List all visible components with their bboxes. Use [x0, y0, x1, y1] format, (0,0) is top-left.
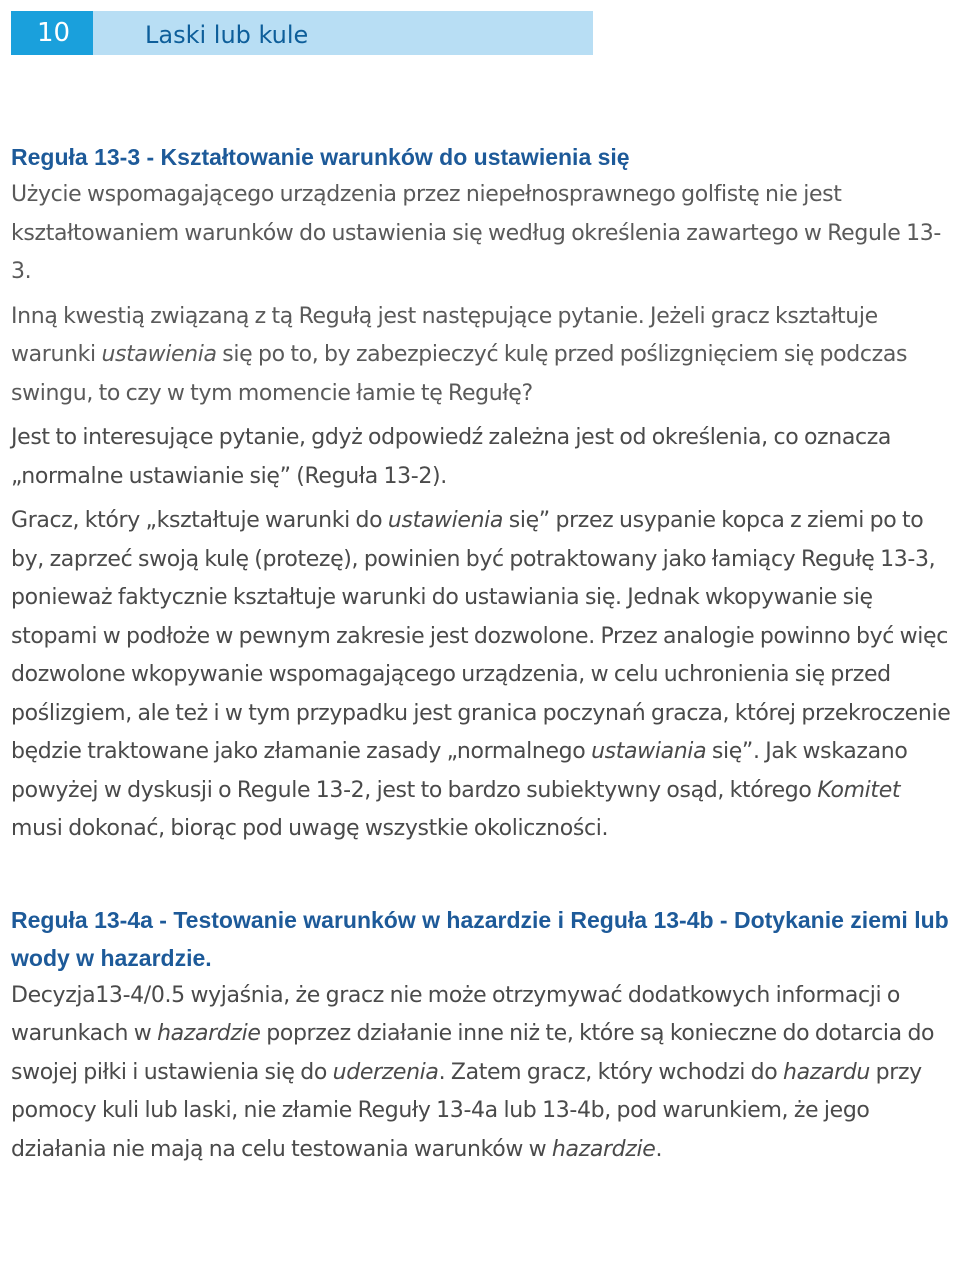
paragraph: Decyzja13-4/0.5 wyjaśnia, że gracz nie może otrzymywać dodatkowych informacji o warunkach w hazardzie poprzez działanie inne niż te, które są konieczne do dotarcia do swojej piłki i ustawienia się do uderzenia. Zatem gracz, który wchodzi do hazardu przy pomocy kuli lub laski, nie złamie Reguły 13-4a lub 13-4b, pod warunkiem, że jego działania nie mają na celu testowania warunków w hazardzie. — [11, 982, 935, 1162]
paragraph: Inną kwestią związaną z tą Regułą jest następujące pytanie. Jeżeli gracz kształtuje warunki ustawienia się po to, by zabezpieczyć kulę przed poślizgnięciem się podczas swingu, to czy w tym momencie łamie tę Regułę? — [11, 303, 908, 406]
paragraph: Gracz, który „kształtuje warunki do ustawienia się” przez usypanie kopca z ziemi po to by, zaprzeć swoją kulę (protezę), powinien być potraktowany jako łamiący Regułę 13-3, ponieważ faktycznie kształtuje warunki do ustawiania się. Jednak wkopywanie się stopami w podłoże w pewnym zakresie jest dozwolone. Przez analogie powinno być więc dozwolone wkopywanie wspomagającego urządzenia, w celu uchronienia się przed poślizgiem, ale też i w tym przypadku jest granica poczynań gracza, której przekroczenie będzie traktowane jako złamanie zasady „normalnego ustawiania się”. Jak wskazano powyżej w dyskusji o Regule 13-2, jest to bardzo subiektywny osąd, którego Komitet musi dokonać, biorąc pod uwagę wszystkie okoliczności. — [11, 508, 951, 841]
page-header — [11, 11, 593, 55]
page-number: 10 — [11, 11, 93, 55]
paragraph: Użycie wspomagającego urządzenia przez niepełnosprawnego golfistę nie jest kształtowaniem warunków do ustawienia się według określenia zawartego w Regule 13-3. — [11, 182, 942, 284]
chapter-title: Laski lub kule — [93, 11, 593, 55]
section-title-rule-13-3: Reguła 13-3 - Kształtowanie warunków do ustawienia się — [11, 144, 630, 170]
page-content — [11, 138, 956, 1169]
section-title-rule-13-4: Reguła 13-4a - Testowanie warunków w hazardzie i Reguła 13-4b - Dotykanie ziemi lub wody w hazardzie. — [11, 906, 949, 971]
paragraph: Jest to interesujące pytanie, gdyż odpowiedź zależna jest od określenia, co oznacza „normalne ustawianie się” (Reguła 13-2). — [11, 425, 892, 489]
